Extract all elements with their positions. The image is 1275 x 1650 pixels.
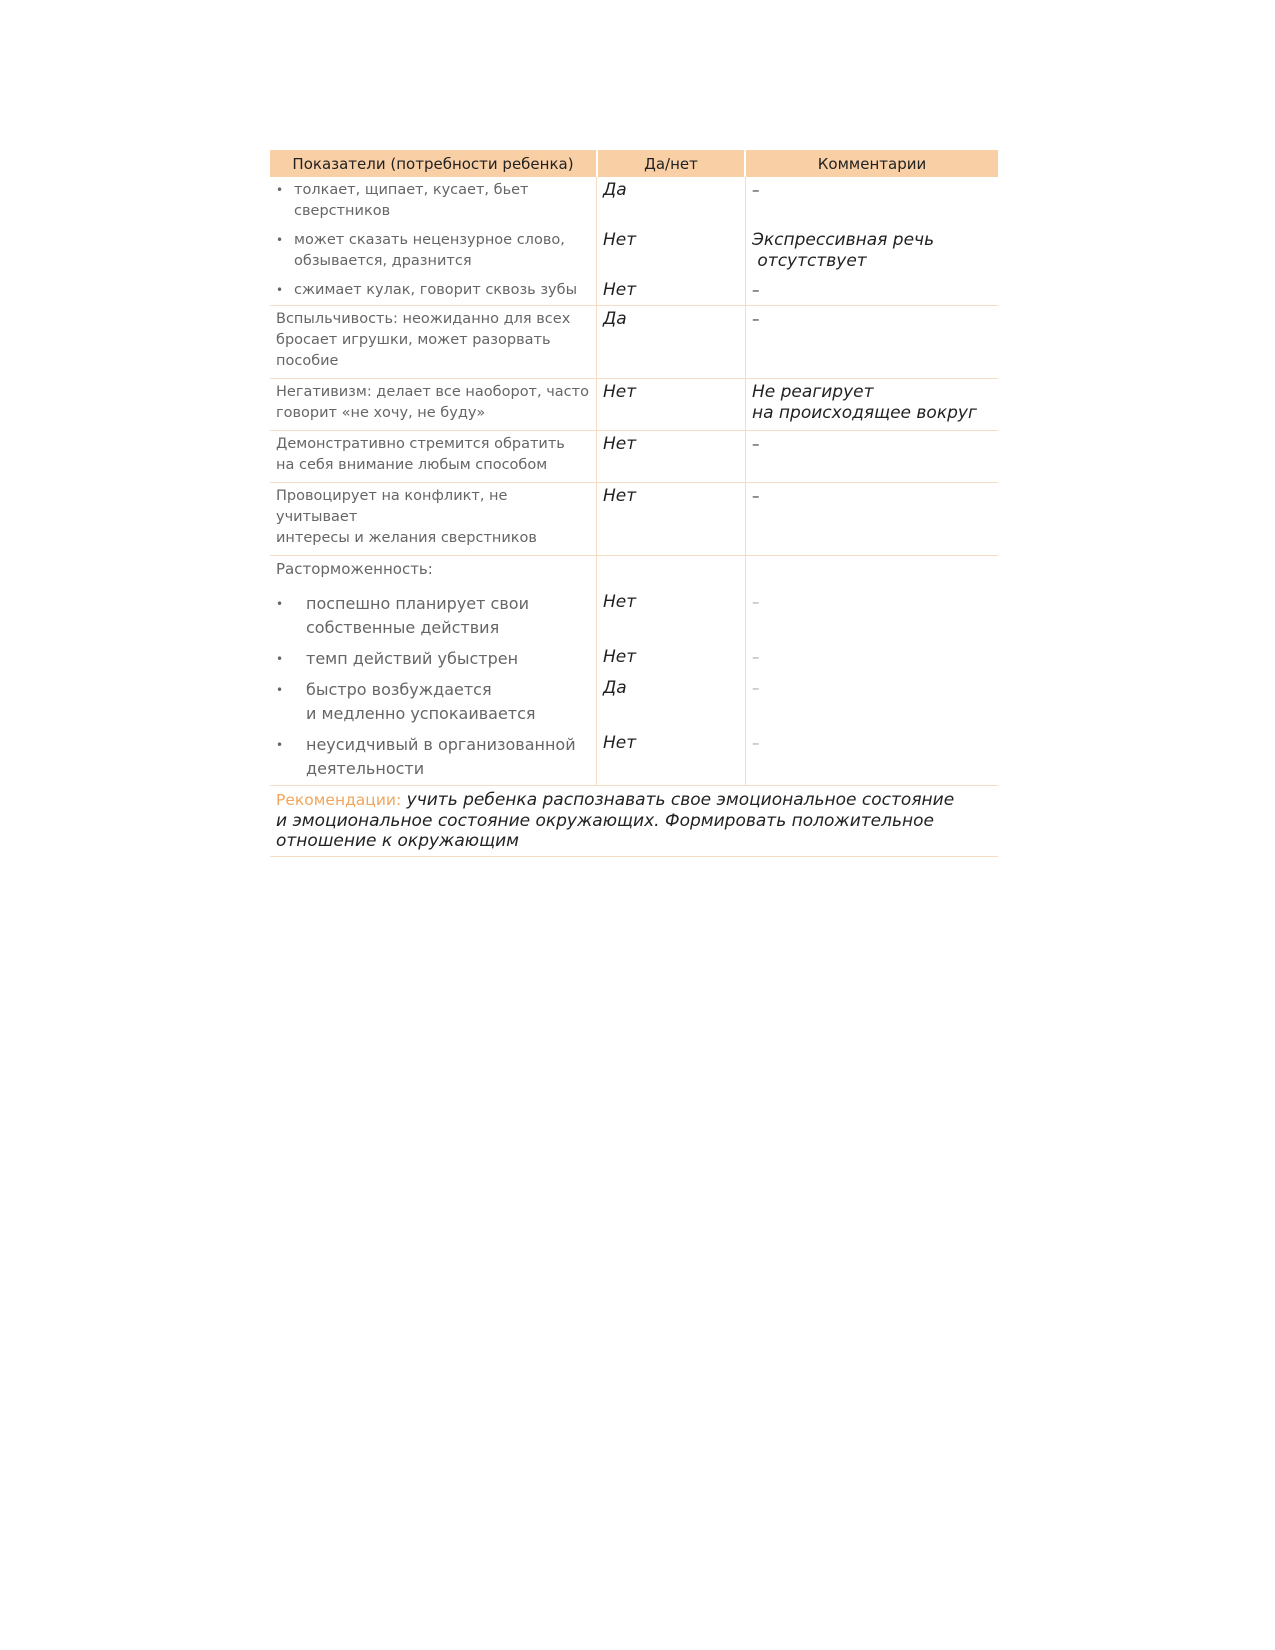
answer-value: Нет bbox=[603, 592, 637, 612]
answer-value: Нет bbox=[603, 486, 637, 506]
header-yes-no: Да/нет bbox=[596, 150, 746, 177]
table-row-group-disinhibition bbox=[270, 556, 998, 786]
group-title: Расторможенность: bbox=[276, 560, 433, 578]
recommendation-row bbox=[270, 786, 998, 857]
indicator-item: • поспешно планирует свои собственные действия bbox=[276, 592, 590, 647]
table-row bbox=[270, 379, 998, 431]
comment-dash: – bbox=[752, 593, 760, 611]
answer-value: Да bbox=[603, 309, 627, 329]
answer-value: Нет bbox=[603, 230, 637, 250]
table-row-group-aggression bbox=[270, 177, 998, 306]
header-indicators: Показатели (потребности ребенка) bbox=[292, 154, 574, 173]
answer-value: Нет bbox=[603, 733, 637, 753]
table-row bbox=[270, 483, 998, 556]
comment-dash: – bbox=[752, 310, 760, 328]
indicator-item: • может сказать нецензурное слово, обзывается, дразнится bbox=[276, 230, 590, 280]
indicator-item: • толкает, щипает, кусает, бьет сверстников bbox=[276, 180, 590, 230]
bullet-icon: • bbox=[276, 683, 284, 697]
indicator-cell: Провоцирует на конфликт, не учитывает интересы и желания сверстников bbox=[276, 488, 537, 546]
indicator-item: • быстро возбуждается и медленно успокаивается bbox=[276, 678, 590, 733]
indicator-item: • темп действий убыстрен bbox=[276, 647, 590, 678]
indicator-item: • сжимает кулак, говорит сквозь зубы bbox=[276, 280, 590, 301]
comment-dash: – bbox=[752, 181, 760, 199]
comment-value: Не реагирует на происходящее вокруг bbox=[752, 382, 977, 423]
indicator-cell: Вспыльчивость: неожиданно для всех бросает игрушки, может разорвать пособие bbox=[276, 311, 571, 369]
recommendation-label: Рекомендации: bbox=[276, 791, 402, 809]
comment-dash: – bbox=[752, 435, 760, 453]
comment-dash: – bbox=[752, 648, 760, 666]
indicator-item: • неусидчивый в организованной деятельности bbox=[276, 733, 590, 783]
bullet-icon: • bbox=[276, 283, 284, 297]
bullet-icon: • bbox=[276, 233, 284, 247]
comment-dash: – bbox=[752, 487, 760, 505]
answer-value: Да bbox=[603, 678, 627, 698]
answer-value: Нет bbox=[603, 647, 637, 667]
table-row bbox=[270, 431, 998, 483]
table-row bbox=[270, 306, 998, 379]
indicator-cell: Негативизм: делает все наоборот, часто говорит «не хочу, не буду» bbox=[276, 384, 589, 421]
indicator-cell: Демонстративно стремится обратить на себя внимание любым способом bbox=[276, 436, 565, 473]
bullet-icon: • bbox=[276, 183, 284, 197]
bullet-icon: • bbox=[276, 738, 284, 752]
table-header bbox=[270, 150, 998, 177]
recommendation-text: Рекомендации: учить ребенка распознавать свое эмоциональное состояние и эмоциональное состояние окружающих. Формировать положительное отношение к окружающим bbox=[276, 790, 955, 851]
bullet-icon: • bbox=[276, 597, 284, 611]
comment-dash: – bbox=[752, 734, 760, 752]
answer-value: Нет bbox=[603, 280, 637, 300]
answer-value: Нет bbox=[603, 434, 637, 454]
header-comments: Комментарии bbox=[817, 154, 927, 173]
assessment-table bbox=[270, 150, 998, 857]
comment-dash: – bbox=[752, 679, 760, 697]
comment-dash: – bbox=[752, 281, 760, 299]
comment-value: Экспрессивная речь отсутствует bbox=[752, 230, 935, 271]
answer-value: Да bbox=[603, 180, 627, 200]
bullet-icon: • bbox=[276, 652, 284, 666]
answer-value: Нет bbox=[603, 382, 637, 402]
